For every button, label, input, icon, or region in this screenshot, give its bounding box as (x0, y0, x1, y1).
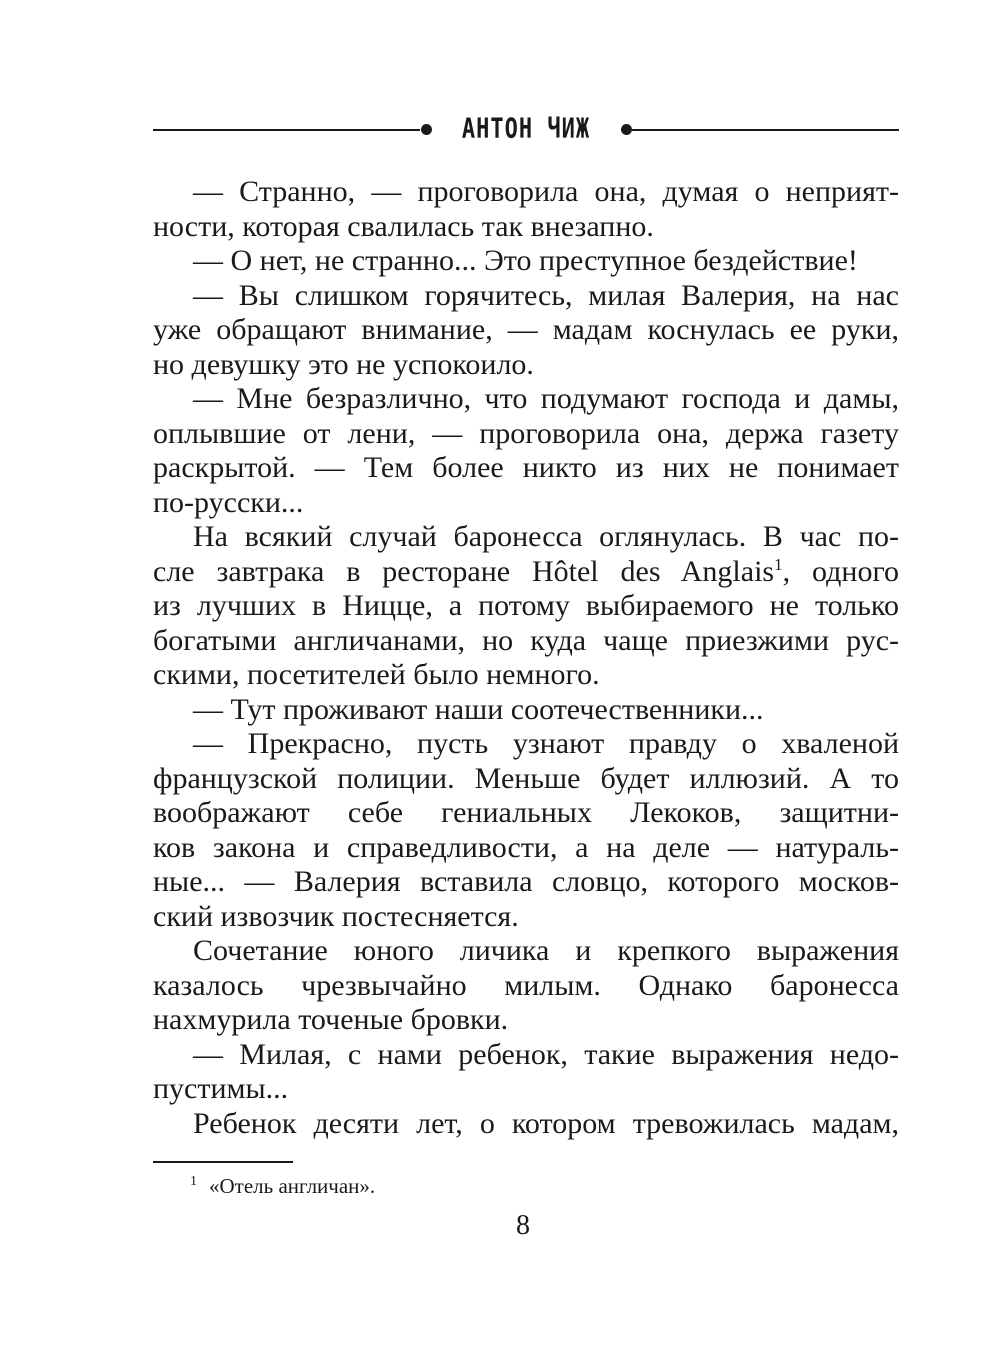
text-line: из лучших в Ницце, а потому выбираемого не только (153, 589, 899, 622)
text-line: богатыми англичанами, но куда чаще приезжими рус- (153, 623, 899, 657)
footnote-number: 1 (190, 1174, 197, 1189)
text-line: — Тут проживают наши соотечественники... (193, 692, 764, 726)
running-title: АНТОН ЧИЖ (461, 113, 591, 145)
text-line: — Мне безразлично, что подумают господа и дамы, (193, 382, 899, 415)
footnote-reference: 1 (774, 554, 783, 574)
text-line (153, 555, 899, 590)
text-line: — О нет, не странно... Это преступное бездействие! (193, 244, 858, 277)
page-number: 8 (516, 1210, 530, 1241)
text-line: нахмурила точеные бровки. (153, 1003, 509, 1036)
header-rule-left (153, 129, 420, 131)
text-line: воображают себе гениальных Лекоков, защитни- (153, 796, 899, 829)
body-text (153, 175, 899, 1141)
header-dot-right (621, 124, 632, 135)
text-line: по-русски... (153, 485, 304, 519)
text-fragment: сле завтрака в ресторане Hôtel des Anglais (153, 554, 775, 588)
footnote (190, 1173, 375, 1199)
text-line: оплывшие от лени, — проговорила она, держа газету (153, 416, 899, 450)
text-line: ский извозчик постесняется. (153, 899, 519, 933)
text-line: ности, которая свалилась так внезапно. (153, 209, 654, 243)
footnote-text: «Отель англичан». (209, 1174, 376, 1198)
header-dot-left (421, 124, 432, 135)
text-line: — Милая, с нами ребенок, такие выражения недо- (193, 1037, 899, 1071)
text-line: скими, посетителей было немного. (153, 658, 600, 691)
text-fragment: , одного (782, 554, 900, 588)
footnote-rule (153, 1161, 293, 1163)
text-line: уже обращают внимание, — мадам коснулась ее руки, (153, 313, 899, 346)
text-line: пустимы... (153, 1072, 289, 1105)
running-header (153, 113, 899, 147)
text-line: — Вы слишком горячитесь, милая Валерия, на нас (193, 278, 899, 312)
text-line: но девушку это не успокоило. (153, 347, 534, 381)
text-line: раскрытой. — Тем более никто из них не понимает (153, 451, 899, 484)
text-line: ков закона и справедливости, а на деле — натураль- (153, 830, 899, 864)
text-line: — Прекрасно, пусть узнают правду о хваленой (193, 727, 899, 760)
text-line: французской полиции. Меньше будет иллюзий. А то (153, 761, 899, 795)
header-rule-right (632, 129, 899, 131)
text-line: — Странно, — проговорила она, думая о неприят- (193, 175, 899, 208)
text-line: казалось чрезвычайно милым. Однако баронесса (153, 968, 899, 1002)
text-line: Ребенок десяти лет, о котором тревожилась мадам, (193, 1106, 899, 1140)
text-line: ные... — Валерия вставила словцо, которого москов- (153, 865, 899, 898)
text-line: На всякий случай баронесса оглянулась. В час по- (193, 520, 899, 553)
text-line: Сочетание юного личика и крепкого выражения (193, 934, 899, 967)
